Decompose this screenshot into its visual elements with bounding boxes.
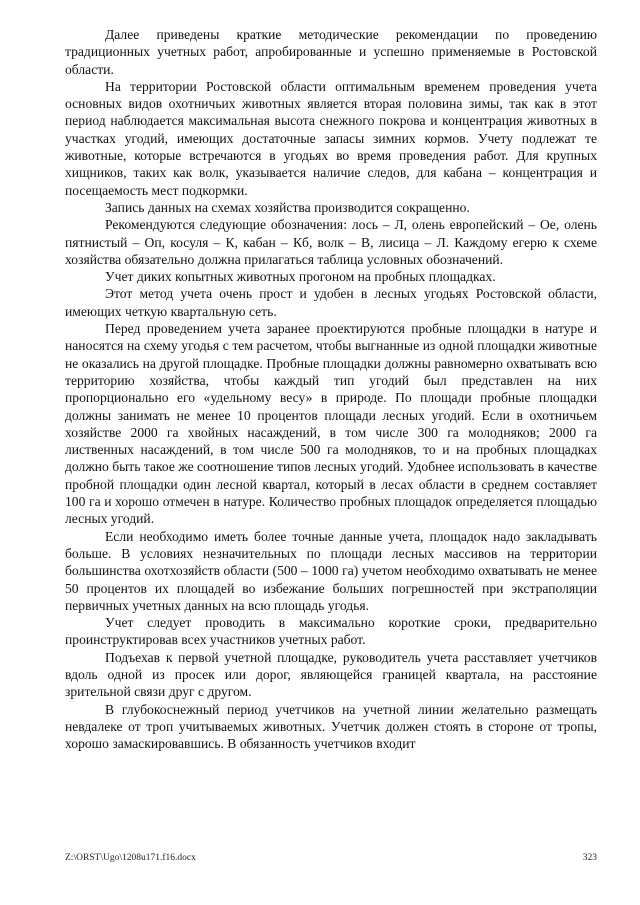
file-path: Z:\ORST\Ugo\1208u171.f16.docx [65,853,196,863]
paragraph: Учет следует проводить в максимально короткие сроки, предварительно проинструктировав всех участников учетных работ. [65,615,597,648]
document-body [65,26,597,752]
paragraph: Запись данных на схемах хозяйства производится сокращенно. [105,199,470,215]
paragraph: Учет диких копытных животных прогоном на пробных площадках. [105,269,496,285]
paragraph: Рекомендуются следующие обозначения: лось – Л, олень европейский – Ое, олень пятнистый – Оп, косуля – К, кабан – Кб, волк – В, лисица – Л. Каждому егерю к схеме хозяйства обязательно должна прилагаться таблица условных обозначений. [65,217,597,267]
paragraph: Этот метод учета очень прост и удобен в лесных угодьях Ростовской области, имеющих четкую квартальную сеть. [65,286,597,319]
page-number: 323 [582,853,597,863]
paragraph: В глубокоснежный период учетчиков на учетной линии желательно размещать невдалеке от троп учитываемых животных. Учетчик должен стоять в стороне от тропы, хорошо замаскировавшись. В обязанность учетчиков входит [65,701,597,752]
paragraph: Если необходимо иметь более точные данные учета, площадок надо закладывать больше. В условиях незначительных по площади лесных массивов на территории большинства охотхозяйств области (500 – 1000 га) учетом необходимо охватывать не менее 50 процентов их площадей во избежание больших погрешностей при экстраполяции первичных учетных данных на всю площадь угодья. [65,528,597,613]
paragraph: Далее приведены краткие методические рекомендации по проведению традиционных учетных работ, апробированные и успешно применяемые в Ростовской области. [65,27,597,77]
paragraph: Перед проведением учета заранее проектируются пробные площадки в натуре и наносятся на схему угодья с тем расчетом, чтобы выгнанные из одной площадки животные не оказались на другой площадке. Пробные площадки должны равномерно охватывать всю территорию хозяйства, чтобы каждый тип угодий был представлен на них пропорционально его «удельному весу» в природе. По площади пробные площадки должны занимать не менее 10 процентов площади лесных угодий. Если в охотничьем хозяйстве 2000 га хвойных насаждений, в том числе 300 га молодняков; 2000 га лиственных насаждений, в том числе 500 га молодняков, то и на пробных площадках должно быть такое же соотношение типов лесных угодий. Удобнее использовать в качестве пробной площадки один лесной квартал, который в лесах области в среднем составляет 100 га и хорошо отмечен в натуре. Количество пробных площадок определяется площадью лесных угодий. [65,321,597,527]
paragraph: На территории Ростовской области оптимальным временем проведения учета основных видов охотничьих животных является вторая половина зимы, так как в этот период наблюдается максимальная высота снежного покрова и концентрация животных в участках угодий, имеющих достаточные запасы зимних кормов. Учету подлежат те животные, которые встречаются в угодьях во время проведения работ. Для крупных хищников, таких как волк, указывается наличие следов, для кабана – концентрация и посещаемость мест подкормки. [65,78,597,198]
paragraph: Подъехав к первой учетной площадке, руководитель учета расставляет учетчиков вдоль одной из просек или дорог, являющейся границей квартала, на расстояние зрительной связи друг с другом. [65,649,597,700]
